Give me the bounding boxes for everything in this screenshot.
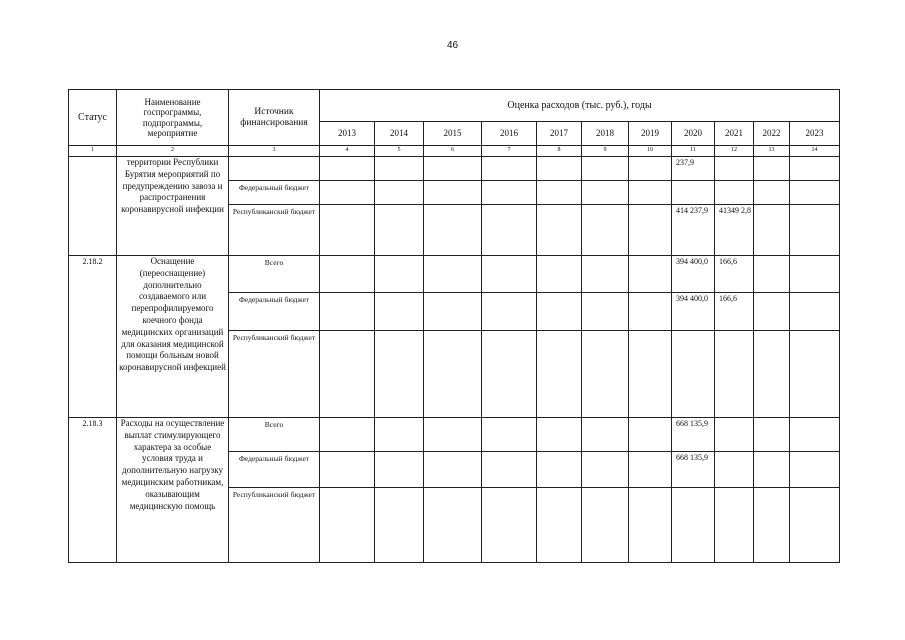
year-value-cell [537,488,582,563]
year-value-cell [375,205,424,256]
year-value-cell [672,331,715,418]
column-number: 3 [229,146,320,157]
page-number: 46 [446,40,459,51]
year-value-cell [375,488,424,563]
column-number: 1 [69,146,117,157]
year-value-cell [482,157,537,181]
year-value-cell [715,452,754,488]
year-value-cell [754,157,790,181]
year-value-cell [537,331,582,418]
year-value-cell [537,293,582,331]
year-value-cell [629,488,672,563]
year-value-cell [629,157,672,181]
year-value-cell: 668 135,9 [672,452,715,488]
year-value-cell [482,488,537,563]
header-year: 2013 [320,122,375,146]
funding-source-cell [229,157,320,181]
measure-name-cell: территории Республики Бурятия мероприятий по предупреждению завоза и распространения коронавирусной инфекции [117,157,229,256]
year-value-cell [482,181,537,205]
year-value-cell [582,452,629,488]
year-value-cell [537,157,582,181]
year-value-cell [537,418,582,452]
year-value-cell [629,181,672,205]
year-value-cell [790,418,840,452]
year-value-cell [375,293,424,331]
funding-source-cell: Республиканский бюджет [229,488,320,563]
year-value-cell [482,256,537,293]
header-year: 2022 [754,122,790,146]
year-value-cell [320,293,375,331]
year-value-cell [424,331,482,418]
column-number: 12 [715,146,754,157]
year-value-cell: 668 135,9 [672,418,715,452]
year-value-cell [320,331,375,418]
column-number: 6 [424,146,482,157]
year-value-cell [424,181,482,205]
column-number: 13 [754,146,790,157]
year-value-cell [482,205,537,256]
year-value-cell [790,452,840,488]
column-number: 7 [482,146,537,157]
year-value-cell [629,293,672,331]
funding-source-cell: Всего [229,256,320,293]
header-year: 2021 [715,122,754,146]
year-value-cell [790,293,840,331]
year-value-cell: 237,9 [672,157,715,181]
year-value-cell [582,205,629,256]
measure-name-cell: Оснащение (переоснащение) дополнительно создаваемого или перепрофилируемого коечного фонда медицинских организаций для оказания медицинской помощи больным новой коронавирусной инфекцией [117,256,229,418]
table-row [69,256,840,293]
header-year: 2015 [424,122,482,146]
header-status: Статус [69,90,117,146]
year-value-cell [482,418,537,452]
funding-source-cell: Всего [229,418,320,452]
header-year: 2016 [482,122,537,146]
year-value-cell [582,181,629,205]
header-name: Наименование госпрограммы, подпрограммы, мероприятие [117,90,229,146]
header-costs: Оценка расходов (тыс. руб.), годы [320,90,840,122]
funding-source-cell: Федеральный бюджет [229,181,320,205]
year-value-cell [790,181,840,205]
year-value-cell [375,452,424,488]
year-value-cell [582,293,629,331]
column-number: 4 [320,146,375,157]
year-value-cell [537,256,582,293]
table-row [69,157,840,181]
year-value-cell [582,256,629,293]
year-value-cell [672,488,715,563]
year-value-cell [629,418,672,452]
year-value-cell [320,418,375,452]
year-value-cell [375,418,424,452]
year-value-cell [790,157,840,181]
year-value-cell [424,418,482,452]
header-year: 2017 [537,122,582,146]
year-value-cell [424,293,482,331]
status-cell: 2.18.3 [69,418,117,563]
year-value-cell [424,256,482,293]
year-value-cell [482,452,537,488]
year-value-cell [320,181,375,205]
year-value-cell: 41349 2,8 [715,205,754,256]
year-value-cell [629,205,672,256]
year-value-cell: 394 400,0 [672,293,715,331]
year-value-cell [582,157,629,181]
year-value-cell [424,205,482,256]
year-value-cell [715,157,754,181]
header-year: 2018 [582,122,629,146]
expenditure-table [68,89,840,563]
year-value-cell [754,452,790,488]
year-value-cell [754,293,790,331]
header-source: Источник финансирования [229,90,320,146]
year-value-cell [790,205,840,256]
year-value-cell: 166,6 [715,293,754,331]
year-value-cell [754,331,790,418]
year-value-cell [482,331,537,418]
year-value-cell [629,452,672,488]
year-value-cell [320,157,375,181]
year-value-cell [320,488,375,563]
header-year: 2014 [375,122,424,146]
column-number: 11 [672,146,715,157]
year-value-cell [754,488,790,563]
year-value-cell [629,256,672,293]
status-cell: 2.18.2 [69,256,117,418]
year-value-cell [790,488,840,563]
year-value-cell [754,418,790,452]
year-value-cell: 166,6 [715,256,754,293]
header-year: 2020 [672,122,715,146]
year-value-cell [672,181,715,205]
year-value-cell [790,331,840,418]
year-value-cell [375,256,424,293]
year-value-cell [375,331,424,418]
year-value-cell [375,181,424,205]
year-value-cell [537,452,582,488]
year-value-cell [424,488,482,563]
year-value-cell [320,256,375,293]
year-value-cell: 414 237,9 [672,205,715,256]
year-value-cell [375,157,424,181]
column-number: 5 [375,146,424,157]
column-number: 8 [537,146,582,157]
year-value-cell: 394 400,0 [672,256,715,293]
funding-source-cell: Республиканский бюджет [229,205,320,256]
year-value-cell [320,205,375,256]
column-number: 14 [790,146,840,157]
year-value-cell [629,331,672,418]
year-value-cell [424,157,482,181]
header-year: 2023 [790,122,840,146]
year-value-cell [715,488,754,563]
year-value-cell [482,293,537,331]
column-number: 9 [582,146,629,157]
year-value-cell [715,181,754,205]
measure-name-cell: Расходы на осуществление выплат стимулирующего характера за особые условия труда и дополнительную нагрузку медицинским работникам, оказывающим медицинскую помощь [117,418,229,563]
header-year: 2019 [629,122,672,146]
year-value-cell [754,181,790,205]
funding-source-cell: Федеральный бюджет [229,452,320,488]
year-value-cell [715,418,754,452]
year-value-cell [790,256,840,293]
year-value-cell [754,205,790,256]
year-value-cell [715,331,754,418]
year-value-cell [320,452,375,488]
year-value-cell [582,488,629,563]
column-number: 2 [117,146,229,157]
year-value-cell [424,452,482,488]
year-value-cell [582,331,629,418]
year-value-cell [537,205,582,256]
funding-source-cell: Республиканский бюджет [229,331,320,418]
year-value-cell [754,256,790,293]
year-value-cell [582,418,629,452]
column-number: 10 [629,146,672,157]
year-value-cell [537,181,582,205]
funding-source-cell: Федеральный бюджет [229,293,320,331]
table-row [69,418,840,452]
status-cell [69,157,117,256]
